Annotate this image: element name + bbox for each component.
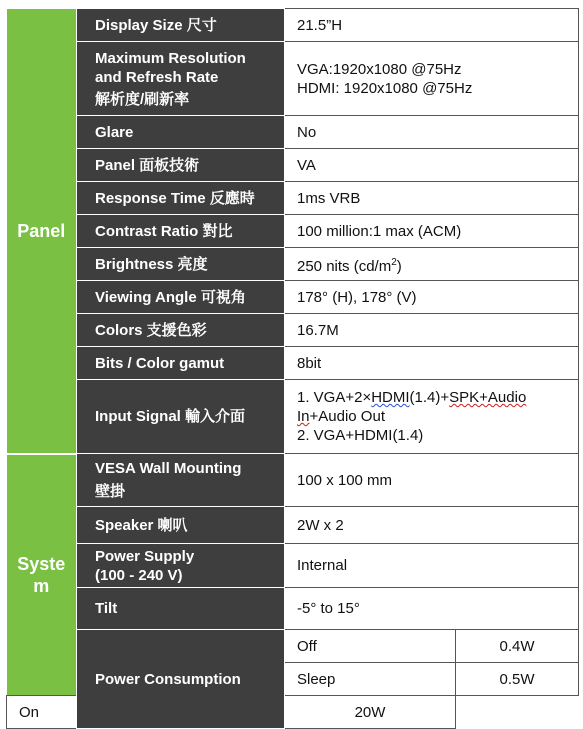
value-power-supply: Internal — [285, 544, 579, 588]
category-system: Syste m — [7, 454, 77, 696]
row-response-time — [7, 182, 579, 215]
row-colors — [7, 314, 579, 347]
row-display-size — [7, 9, 579, 42]
label-vesa: VESA Wall Mounting 壁掛 — [77, 454, 285, 507]
category-panel: Panel — [7, 9, 77, 454]
label-glare: Glare — [77, 116, 285, 149]
row-viewing-angle — [7, 281, 579, 314]
power-value-on: 20W — [285, 696, 456, 729]
power-mode-sleep: Sleep — [285, 663, 456, 696]
power-value-sleep: 0.5W — [456, 663, 579, 696]
label-response-time: Response Time 反應時 — [77, 182, 285, 215]
value-input-signal: 1. VGA+2×HDMI(1.4)+SPK+Audio In+Audio Out 2. VGA+HDMI(1.4) — [285, 380, 579, 454]
row-contrast-ratio — [7, 215, 579, 248]
value-bits: 8bit — [285, 347, 579, 380]
value-response-time: 1ms VRB — [285, 182, 579, 215]
value-glare: No — [285, 116, 579, 149]
label-brightness: Brightness 亮度 — [77, 248, 285, 281]
value-contrast-ratio: 100 million:1 max (ACM) — [285, 215, 579, 248]
value-tilt: -5° to 15° — [285, 588, 579, 630]
row-power-off — [7, 630, 579, 663]
label-contrast-ratio: Contrast Ratio 對比 — [77, 215, 285, 248]
value-brightness: 250 nits $(cd/m^2)$ — [285, 248, 579, 281]
power-mode-on: On — [7, 696, 77, 729]
label-display-size: Display Size 尺寸 — [77, 9, 285, 42]
label-viewing-angle: Viewing Angle 可視角 — [77, 281, 285, 314]
value-speaker: 2W x 2 — [285, 507, 579, 544]
value-viewing-angle: 178° (H), 178° (V) — [285, 281, 579, 314]
value-panel: VA — [285, 149, 579, 182]
value-vesa: 100 x 100 mm — [285, 454, 579, 507]
label-input-signal: Input Signal 輸入介面 — [77, 380, 285, 454]
label-bits: Bits / Color gamut — [77, 347, 285, 380]
power-value-off: 0.4W — [456, 630, 579, 663]
label-colors: Colors 支援色彩 — [77, 314, 285, 347]
spec-table — [6, 8, 579, 729]
row-bits — [7, 347, 579, 380]
row-panel — [7, 149, 579, 182]
row-input-signal — [7, 380, 579, 454]
value-max-resolution: VGA:1920x1080 @75Hz HDMI: 1920x1080 @75Hz — [285, 42, 579, 116]
value-colors: 16.7M — [285, 314, 579, 347]
label-power-consumption: Power Consumption — [77, 630, 285, 729]
label-panel: Panel 面板技術 — [77, 149, 285, 182]
row-max-resolution — [7, 42, 579, 116]
label-power-supply: Power Supply (100 - 240 V) — [77, 544, 285, 588]
row-power-supply — [7, 544, 579, 588]
label-tilt: Tilt — [77, 588, 285, 630]
power-mode-off: Off — [285, 630, 456, 663]
row-brightness — [7, 248, 579, 281]
label-speaker: Speaker 喇叭 — [77, 507, 285, 544]
row-tilt — [7, 588, 579, 630]
row-vesa — [7, 454, 579, 507]
row-speaker — [7, 507, 579, 544]
row-glare — [7, 116, 579, 149]
label-max-resolution: Maximum Resolution and Refresh Rate 解析度/刷新率 — [77, 42, 285, 116]
value-display-size: 21.5”H — [285, 9, 579, 42]
